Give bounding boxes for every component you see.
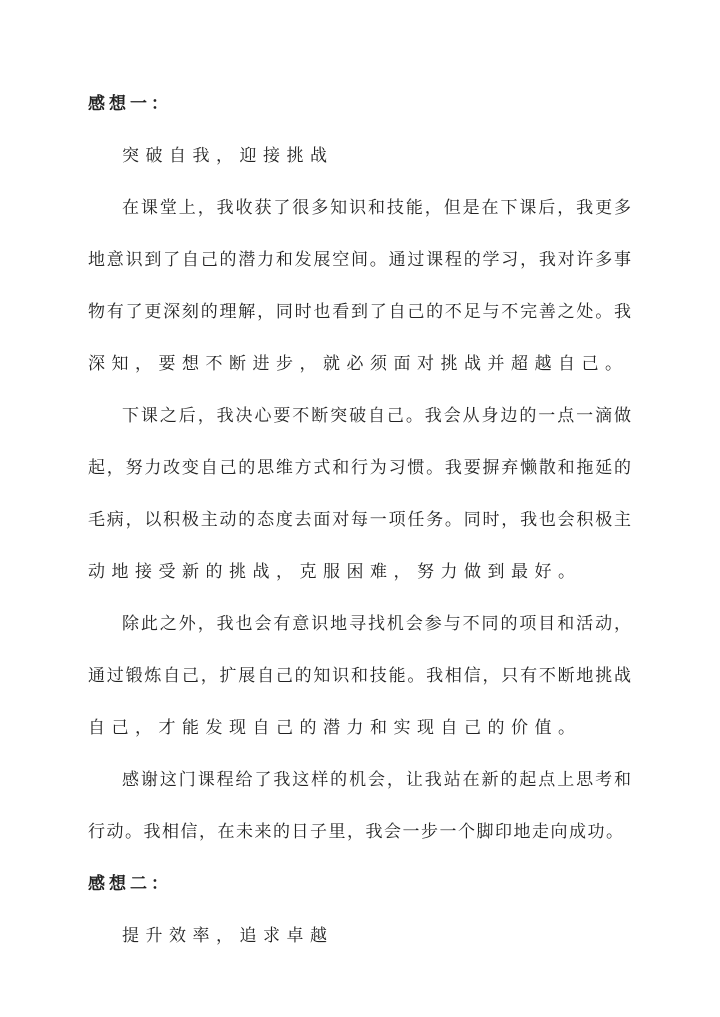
paragraph-line: 物有了更深刻的理解，同时也看到了自己的不足与不完善之处。我: [88, 302, 631, 322]
paragraph-line: 起，努力改变自己的思维方式和行为习惯。我要摒弃懒散和拖延的: [88, 458, 631, 478]
paragraph-line: 动地接受新的挑战，克服困难，努力做到最好。: [88, 562, 582, 582]
paragraph-line: 地意识到了自己的潜力和发展空间。通过课程的学习，我对许多事: [88, 250, 631, 270]
paragraph-line: 通过锻炼自己，扩展自己的知识和技能。我相信，只有不断地挑战: [88, 666, 631, 686]
paragraph-line: 自己，才能发现自己的潜力和实现自己的价值。: [88, 718, 582, 738]
paragraph-line: 在课堂上，我收获了很多知识和技能，但是在下课后，我更多: [122, 198, 631, 218]
paragraph-line: 毛病，以积极主动的态度去面对每一项任务。同时，我也会积极主: [88, 510, 631, 530]
section-heading: 感想一：: [88, 94, 172, 114]
section-subtitle: 突破自我，迎接挑战: [122, 146, 334, 166]
paragraph-line: 下课之后，我决心要不断突破自己。我会从身边的一点一滴做: [122, 406, 631, 426]
paragraph-line: 除此之外，我也会有意识地寻找机会参与不同的项目和活动，: [122, 614, 631, 634]
paragraph-line: 感谢这门课程给了我这样的机会，让我站在新的起点上思考和: [122, 770, 631, 790]
document-page: [88, 78, 631, 962]
paragraph-line: 行动。我相信，在未来的日子里，我会一步一个脚印地走向成功。: [88, 822, 625, 842]
section-heading: 感想二：: [88, 874, 172, 894]
paragraph-line: 深知，要想不断进步，就必须面对挑战并超越自己。: [88, 354, 629, 374]
section-subtitle: 提升效率，追求卓越: [122, 926, 334, 946]
